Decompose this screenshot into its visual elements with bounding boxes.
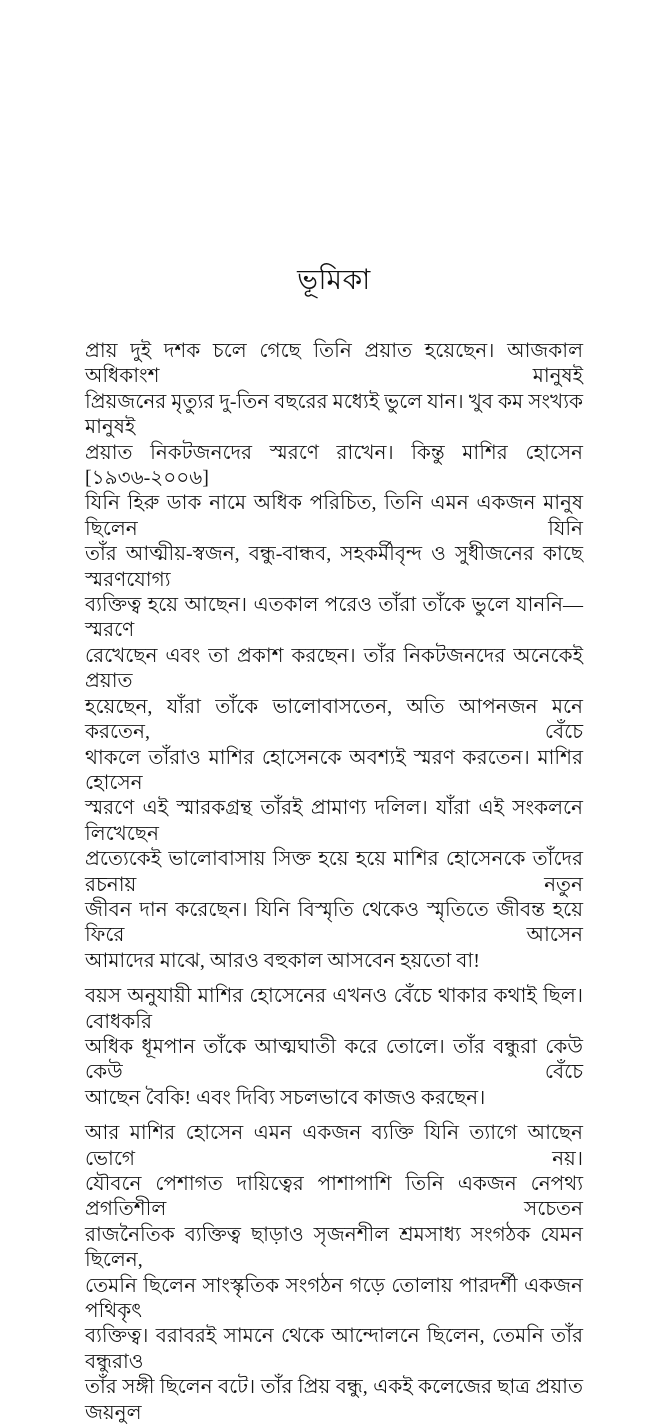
text-line: রেখেছেন এবং তা প্রকাশ করছেন। তাঁর নিকটজনদের অনেকেই প্রয়াত xyxy=(85,644,583,693)
text-line: তাঁর আত্মীয়-স্বজন, বন্ধু-বান্ধব, সহকর্মীবৃন্দ ও সুধীজনের কাছে স্মরণযোগ্য xyxy=(85,543,583,591)
text-line: ব্যক্তিত্ব। বরাবরই সামনে থেকে আন্দোলনে ছিলেন, তেমনি তাঁর বন্ধুরাও xyxy=(85,1325,583,1373)
text-line: আর মাশির হোসেন এমন একজন ব্যক্তি যিনি ত্যাগে আছেন ভোগে নয়। xyxy=(85,1122,583,1170)
text-line: বয়স অনুযায়ী মাশির হোসেনের এখনও বেঁচে থাকার কথাই ছিল। বোধকরি xyxy=(85,985,583,1033)
text-line: জীবন দান করেছেন। যিনি বিস্মৃতি থেকেও স্মৃতিতে জীবন্ত হয়ে ফিরে আসেন xyxy=(85,898,583,947)
text-line: যৌবনে পেশাগত দায়িত্বের পাশাপাশি তিনি একজন নেপথ্য প্রগতিশীল সচেতন xyxy=(85,1173,583,1221)
text-line: প্রত্যেকেই ভালোবাসায় সিক্ত হয়ে হয়ে মাশির হোসেনকে তাঁদের রচনায় নতুন xyxy=(85,848,583,896)
text-line: অধিক ধূমপান তাঁকে আত্মঘাতী করে তোলে। তাঁর বন্ধুরা কেউ কেউ বেঁচে xyxy=(85,1035,583,1084)
text-line: প্রিয়জনের মৃত্যুর দু-তিন বছরের মধ্যেই ভুলে যান। খুব কম সংখ্যক মানুষই xyxy=(85,390,583,439)
paragraph-1 xyxy=(85,339,583,974)
text-line: রাজনৈতিক ব্যক্তিত্ব ছাড়াও সৃজনশীল শ্রমসাধ্য সংগঠক যেমন ছিলেন, xyxy=(85,1223,583,1272)
paragraph-2 xyxy=(85,984,583,1111)
body-text xyxy=(85,339,583,1426)
text-line: প্রয়াত নিকটজনদের স্মরণে রাখেন। কিন্তু মাশির হোসেন [১৯৩৬-২০০৬] xyxy=(85,441,583,490)
text-line: হয়েছেন, যাঁরা তাঁকে ভালোবাসতেন, অতি আপনজন মনে করতেন, বেঁচে xyxy=(85,695,583,744)
text-line: থাকলে তাঁরাও মাশির হোসেনকে অবশ্যই স্মরণ করতেন। মাশির হোসেন xyxy=(85,746,583,794)
page-title: ভূমিকা xyxy=(297,265,371,296)
text-line: প্রায় দুই দশক চলে গেছে তিনি প্রয়াত হয়েছেন। আজকাল অধিকাংশ মানুষই xyxy=(85,340,583,388)
text-line: তাঁর সঙ্গী ছিলেন বটে। তাঁর প্রিয় বন্ধু, একই কলেজের ছাত্র প্রয়াত জয়নুল xyxy=(85,1376,583,1424)
paragraph-3 xyxy=(85,1121,583,1426)
text-line: স্মরণে এই স্মারকগ্রন্থ তাঁরই প্রামাণ্য দলিল। যাঁরা এই সংকলনে লিখেছেন xyxy=(85,797,583,845)
text-line: ব্যক্তিত্ব হয়ে আছেন। এতকাল পরেও তাঁরা তাঁকে ভুলে যাননি—স্মরণে xyxy=(85,594,583,642)
text-line: আছেন বৈকি! এবং দিব্যি সচলভাবে কাজও করছেন। xyxy=(85,1086,486,1109)
text-line: আমাদের মাঝে, আরও বহুকাল আসবেন হয়তো বা! xyxy=(85,949,480,972)
text-line: যিনি হিরু ডাক নামে অধিক পরিচিত, তিনি এমন একজন মানুষ ছিলেন যিনি xyxy=(85,492,583,540)
text-line: তেমনি ছিলেন সাংস্কৃতিক সংগঠন গড়ে তোলায় পারদর্শী একজন পথিকৃৎ xyxy=(85,1274,583,1323)
